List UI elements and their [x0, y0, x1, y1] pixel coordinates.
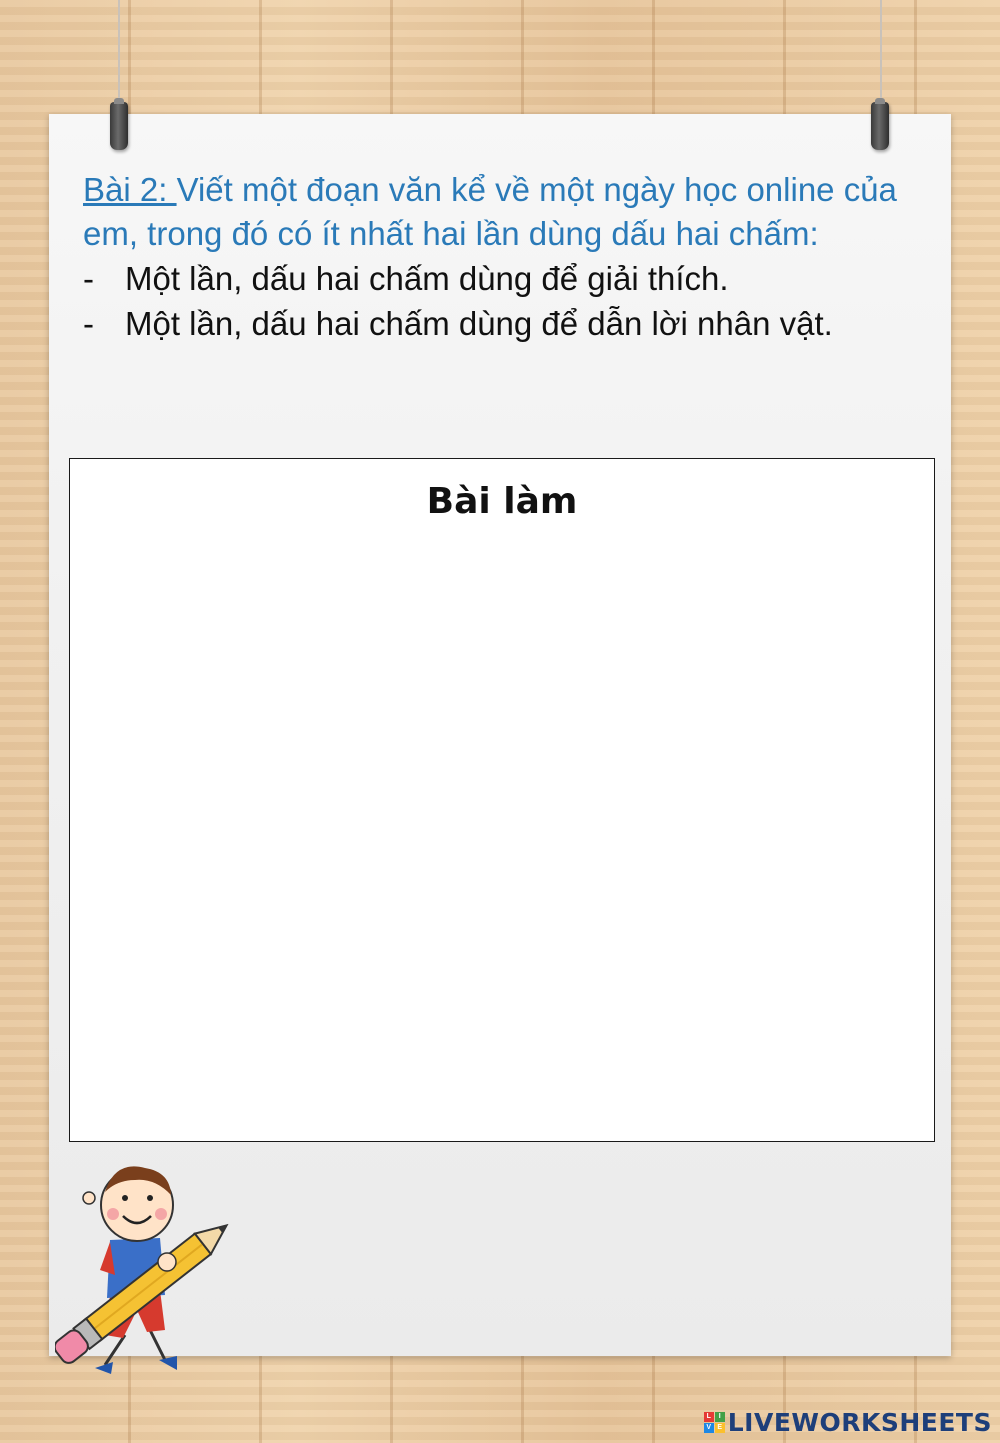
right-hanging-string	[880, 0, 882, 112]
task-instructions	[83, 168, 953, 346]
logo-letter: I	[715, 1412, 725, 1422]
requirement-dash: -	[83, 260, 94, 297]
requirement-dash: -	[83, 305, 94, 342]
task-heading	[83, 168, 953, 256]
logo-letter: E	[715, 1423, 725, 1433]
left-hanging-string	[118, 0, 120, 112]
liveworksheets-logo-icon	[704, 1412, 725, 1433]
logo-letter: L	[704, 1412, 714, 1422]
task-prompt: Viết một đoạn văn kể về một ngày học online của em, trong đó có ít nhất hai lần dùng dấu hai chấm:	[83, 171, 897, 252]
requirement-item	[83, 256, 953, 301]
boy-with-pencil-illustration	[55, 1150, 255, 1380]
requirement-text: Một lần, dấu hai chấm dùng để giải thích.	[125, 260, 729, 297]
logo-letter: V	[704, 1423, 714, 1433]
paper-clip-icon	[110, 102, 128, 150]
liveworksheets-watermark	[704, 1407, 992, 1437]
requirement-item	[83, 301, 953, 346]
answer-area[interactable]	[69, 458, 935, 1142]
paper-clip-icon	[871, 102, 889, 150]
task-label: Bài 2:	[83, 171, 177, 208]
answer-title: Bài làm	[426, 481, 578, 522]
brand-name: LIVEWORKSHEETS	[727, 1407, 992, 1437]
requirement-text: Một lần, dấu hai chấm dùng để dẫn lời nhân vật.	[125, 305, 833, 342]
